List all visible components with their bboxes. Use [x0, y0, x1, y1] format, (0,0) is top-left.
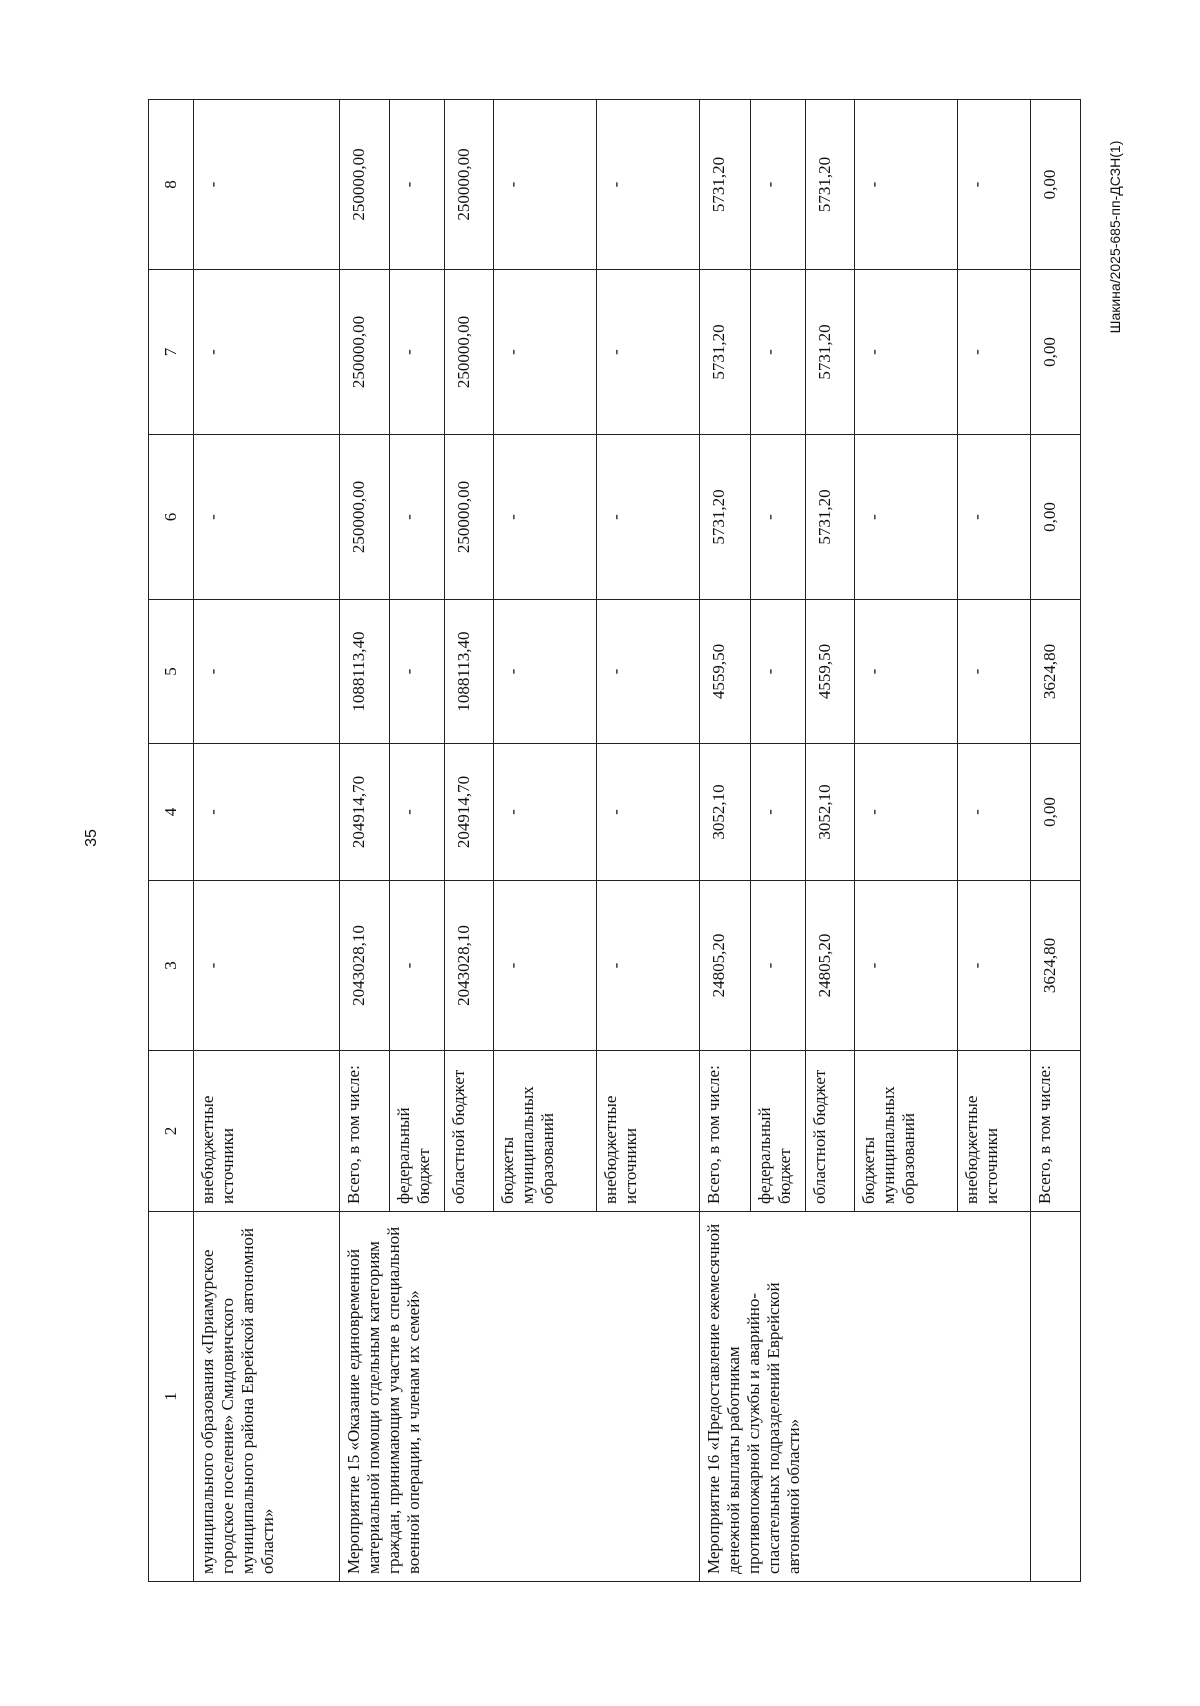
funding-source: внебюджетные источники: [957, 1051, 1030, 1212]
amount-cell: -: [854, 600, 957, 744]
amount-cell: -: [494, 100, 597, 270]
amount-cell: 1088113,40: [444, 600, 493, 744]
amount-cell: 1088113,40: [339, 600, 389, 744]
amount-cell: -: [957, 600, 1030, 744]
amount-cell: 24805,20: [805, 881, 854, 1051]
funding-source: Всего, в том числе:: [1030, 1051, 1080, 1212]
amount-cell: -: [750, 881, 805, 1051]
amount-cell: -: [597, 744, 700, 881]
funding-source: областной бюджет: [444, 1051, 493, 1212]
measure-description: [1030, 1212, 1080, 1582]
amount-cell: 3052,10: [700, 744, 750, 881]
amount-cell: 250000,00: [339, 270, 389, 435]
amount-cell: 250000,00: [444, 100, 493, 270]
amount-cell: 5731,20: [805, 100, 854, 270]
amount-cell: 5731,20: [700, 435, 750, 600]
col-header: 2: [149, 1051, 194, 1212]
document-code: Шакина/2025-685-пп-ДСЗН(1): [1107, 140, 1123, 334]
amount-cell: -: [389, 600, 444, 744]
amount-cell: 3052,10: [805, 744, 854, 881]
funding-source: бюджеты муниципальных образований: [494, 1051, 597, 1212]
funding-source: федеральный бюджет: [750, 1051, 805, 1212]
col-header: 6: [149, 435, 194, 600]
amount-cell: 250000,00: [444, 270, 493, 435]
amount-cell: -: [750, 270, 805, 435]
amount-cell: -: [494, 600, 597, 744]
col-header: 4: [149, 744, 194, 881]
amount-cell: -: [854, 435, 957, 600]
table-row: [339, 100, 389, 1582]
page-number: 35: [83, 829, 100, 847]
amount-cell: 5731,20: [805, 270, 854, 435]
amount-cell: -: [194, 435, 340, 600]
amount-cell: -: [194, 881, 340, 1051]
amount-cell: -: [750, 744, 805, 881]
amount-cell: -: [597, 100, 700, 270]
amount-cell: -: [389, 100, 444, 270]
col-header: 3: [149, 881, 194, 1051]
amount-cell: -: [854, 270, 957, 435]
amount-cell: 204914,70: [444, 744, 493, 881]
col-header: 7: [149, 270, 194, 435]
funding-table: [148, 99, 1081, 1582]
table-row: [1030, 100, 1080, 1582]
table-row: [700, 100, 750, 1582]
amount-cell: -: [494, 435, 597, 600]
amount-cell: 0,00: [1030, 744, 1080, 881]
rotated-table-sheet: [148, 100, 1081, 1582]
amount-cell: -: [494, 744, 597, 881]
amount-cell: 3624,80: [1030, 881, 1080, 1051]
amount-cell: -: [389, 744, 444, 881]
amount-cell: -: [957, 100, 1030, 270]
amount-cell: -: [597, 600, 700, 744]
funding-source: федеральный бюджет: [389, 1051, 444, 1212]
amount-cell: 250000,00: [339, 100, 389, 270]
amount-cell: 250000,00: [444, 435, 493, 600]
amount-cell: -: [597, 435, 700, 600]
amount-cell: 2043028,10: [339, 881, 389, 1051]
table-row: [194, 100, 340, 1582]
amount-cell: 3624,80: [1030, 600, 1080, 744]
amount-cell: -: [494, 270, 597, 435]
measure-description: муниципального образования «Приамурское городское поселение» Смидовичского муниципального района Еврейской автономной области»: [194, 1212, 340, 1582]
amount-cell: 0,00: [1030, 100, 1080, 270]
amount-cell: -: [597, 881, 700, 1051]
amount-cell: -: [597, 270, 700, 435]
funding-source: бюджеты муниципальных образований: [854, 1051, 957, 1212]
col-header: 8: [149, 100, 194, 270]
header-row: [149, 100, 194, 1582]
amount-cell: -: [957, 881, 1030, 1051]
amount-cell: -: [957, 435, 1030, 600]
amount-cell: 0,00: [1030, 435, 1080, 600]
amount-cell: -: [494, 881, 597, 1051]
amount-cell: -: [389, 270, 444, 435]
amount-cell: -: [750, 600, 805, 744]
funding-source: внебюджетные источники: [194, 1051, 340, 1212]
measure-description: Мероприятие 15 «Оказание единовременной материальной помощи отдельным категориям граждан, принимающим участие в специальной военной операции, и членам их семей»: [339, 1212, 700, 1582]
funding-source: Всего, в том числе:: [700, 1051, 750, 1212]
amount-cell: -: [957, 744, 1030, 881]
amount-cell: -: [854, 881, 957, 1051]
measure-description: Мероприятие 16 «Предоставление ежемесячной денежной выплаты работникам противопожарной службы и аварийно-спасательных подразделений Еврейской автономной области»: [700, 1212, 1030, 1582]
amount-cell: 5731,20: [805, 435, 854, 600]
amount-cell: 2043028,10: [444, 881, 493, 1051]
amount-cell: -: [750, 435, 805, 600]
amount-cell: -: [389, 881, 444, 1051]
amount-cell: 250000,00: [339, 435, 389, 600]
amount-cell: -: [194, 270, 340, 435]
amount-cell: 5731,20: [700, 100, 750, 270]
amount-cell: -: [194, 744, 340, 881]
col-header: 5: [149, 600, 194, 744]
funding-source: Всего, в том числе:: [339, 1051, 389, 1212]
amount-cell: -: [854, 100, 957, 270]
funding-source: областной бюджет: [805, 1051, 854, 1212]
amount-cell: -: [389, 435, 444, 600]
amount-cell: -: [750, 100, 805, 270]
amount-cell: 4559,50: [805, 600, 854, 744]
amount-cell: -: [194, 100, 340, 270]
funding-source: внебюджетные источники: [597, 1051, 700, 1212]
amount-cell: -: [957, 270, 1030, 435]
amount-cell: 0,00: [1030, 270, 1080, 435]
amount-cell: 4559,50: [700, 600, 750, 744]
amount-cell: 204914,70: [339, 744, 389, 881]
amount-cell: 24805,20: [700, 881, 750, 1051]
amount-cell: -: [854, 744, 957, 881]
col-header: 1: [149, 1212, 194, 1582]
amount-cell: 5731,20: [700, 270, 750, 435]
amount-cell: -: [194, 600, 340, 744]
